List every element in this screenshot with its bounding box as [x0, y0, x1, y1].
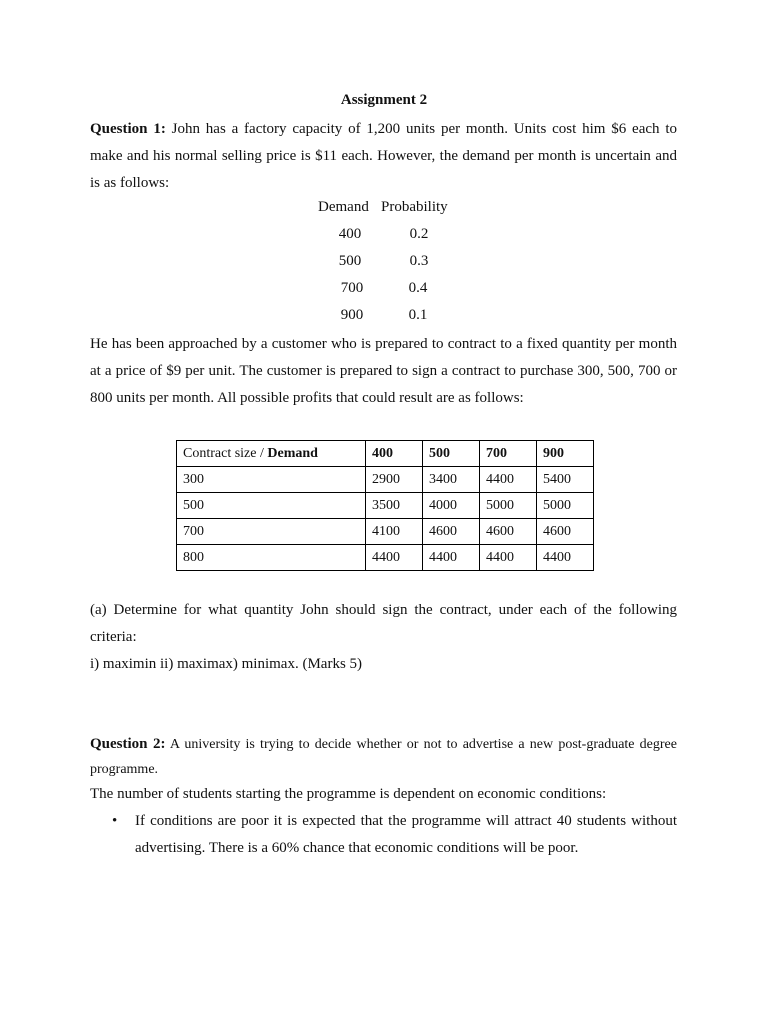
table-cell: 5000: [537, 493, 594, 519]
table-cell: 4400: [366, 545, 423, 571]
row-header: 500: [177, 493, 366, 519]
table-cell: 4400: [480, 545, 537, 571]
table-cell: 4600: [480, 519, 537, 545]
corner-bold: Demand: [267, 445, 318, 461]
column-header: 500: [423, 441, 480, 467]
table-cell: 5000: [480, 493, 537, 519]
row-header: 700: [177, 519, 366, 545]
demand-value: 900: [340, 307, 364, 323]
profit-table: [176, 440, 594, 571]
table-cell: 4400: [423, 545, 480, 571]
table-row: [177, 493, 594, 519]
question-1-intro-text: John has a factory capacity of 1,200 units per month. Units cost him $6 each to make and his normal selling price is $11 each. However, the demand per month is uncertain and is as follows:: [90, 121, 677, 191]
probability-value: 0.3: [409, 253, 429, 269]
bullet-item: If conditions are poor it is expected that the programme will attract 40 students without advertising. There is a 60% chance that economic conditions will be poor.: [135, 813, 677, 856]
question-2-intro-text: A university is trying to decide whether or not to advertise a new post-graduate degree programme.: [90, 737, 677, 777]
row-header: 300: [177, 467, 366, 493]
question-1-intro: [90, 116, 677, 197]
students-text: The number of students starting the programme is dependent on economic conditions:: [90, 786, 607, 802]
demand-value: 700: [340, 280, 364, 296]
table-cell: 3400: [423, 467, 480, 493]
table-row: [177, 467, 594, 493]
table-cell: 3500: [366, 493, 423, 519]
table-cell: 4600: [423, 519, 480, 545]
table-corner-cell: [177, 441, 366, 467]
table-cell: 2900: [366, 467, 423, 493]
question-2-label: Question 2:: [90, 736, 166, 752]
contract-paragraph: He has been approached by a customer who is prepared to contract to a fixed quantity per month at a price of $9 per unit. The customer is prepared to sign a contract to purchase 300, 500, 700 or 800 units per month. All possible profits that could result are as follows:: [90, 336, 677, 406]
table-cell: 4600: [537, 519, 594, 545]
probability-value: 0.2: [409, 226, 429, 242]
bullet-icon: •: [112, 813, 118, 829]
question-2-intro: [90, 732, 677, 782]
table-cell: 4400: [537, 545, 594, 571]
row-header: 800: [177, 545, 366, 571]
table-cell: 4100: [366, 519, 423, 545]
demand-value: 400: [338, 226, 362, 242]
part-a-text: (a) Determine for what quantity John should sign the contract, under each of the following criteria:: [90, 602, 677, 645]
criteria-text: i) maximin ii) maximax) minimax. (Marks 5): [90, 656, 363, 672]
assignment-title: Assignment 2: [340, 92, 428, 108]
table-header-row: [177, 441, 594, 467]
probability-value: 0.4: [408, 280, 428, 296]
corner-prefix: Contract size /: [183, 445, 268, 461]
column-header: 900: [537, 441, 594, 467]
table-cell: 4400: [480, 467, 537, 493]
probability-header: Probability: [381, 199, 448, 215]
question-1-label: Question 1:: [90, 121, 166, 137]
column-header: 700: [480, 441, 537, 467]
table-cell: 4000: [423, 493, 480, 519]
column-header: 400: [366, 441, 423, 467]
table-row: [177, 545, 594, 571]
table-cell: 5400: [537, 467, 594, 493]
demand-header: Demand: [318, 199, 369, 215]
demand-value: 500: [338, 253, 362, 269]
table-row: [177, 519, 594, 545]
probability-value: 0.1: [408, 307, 428, 323]
